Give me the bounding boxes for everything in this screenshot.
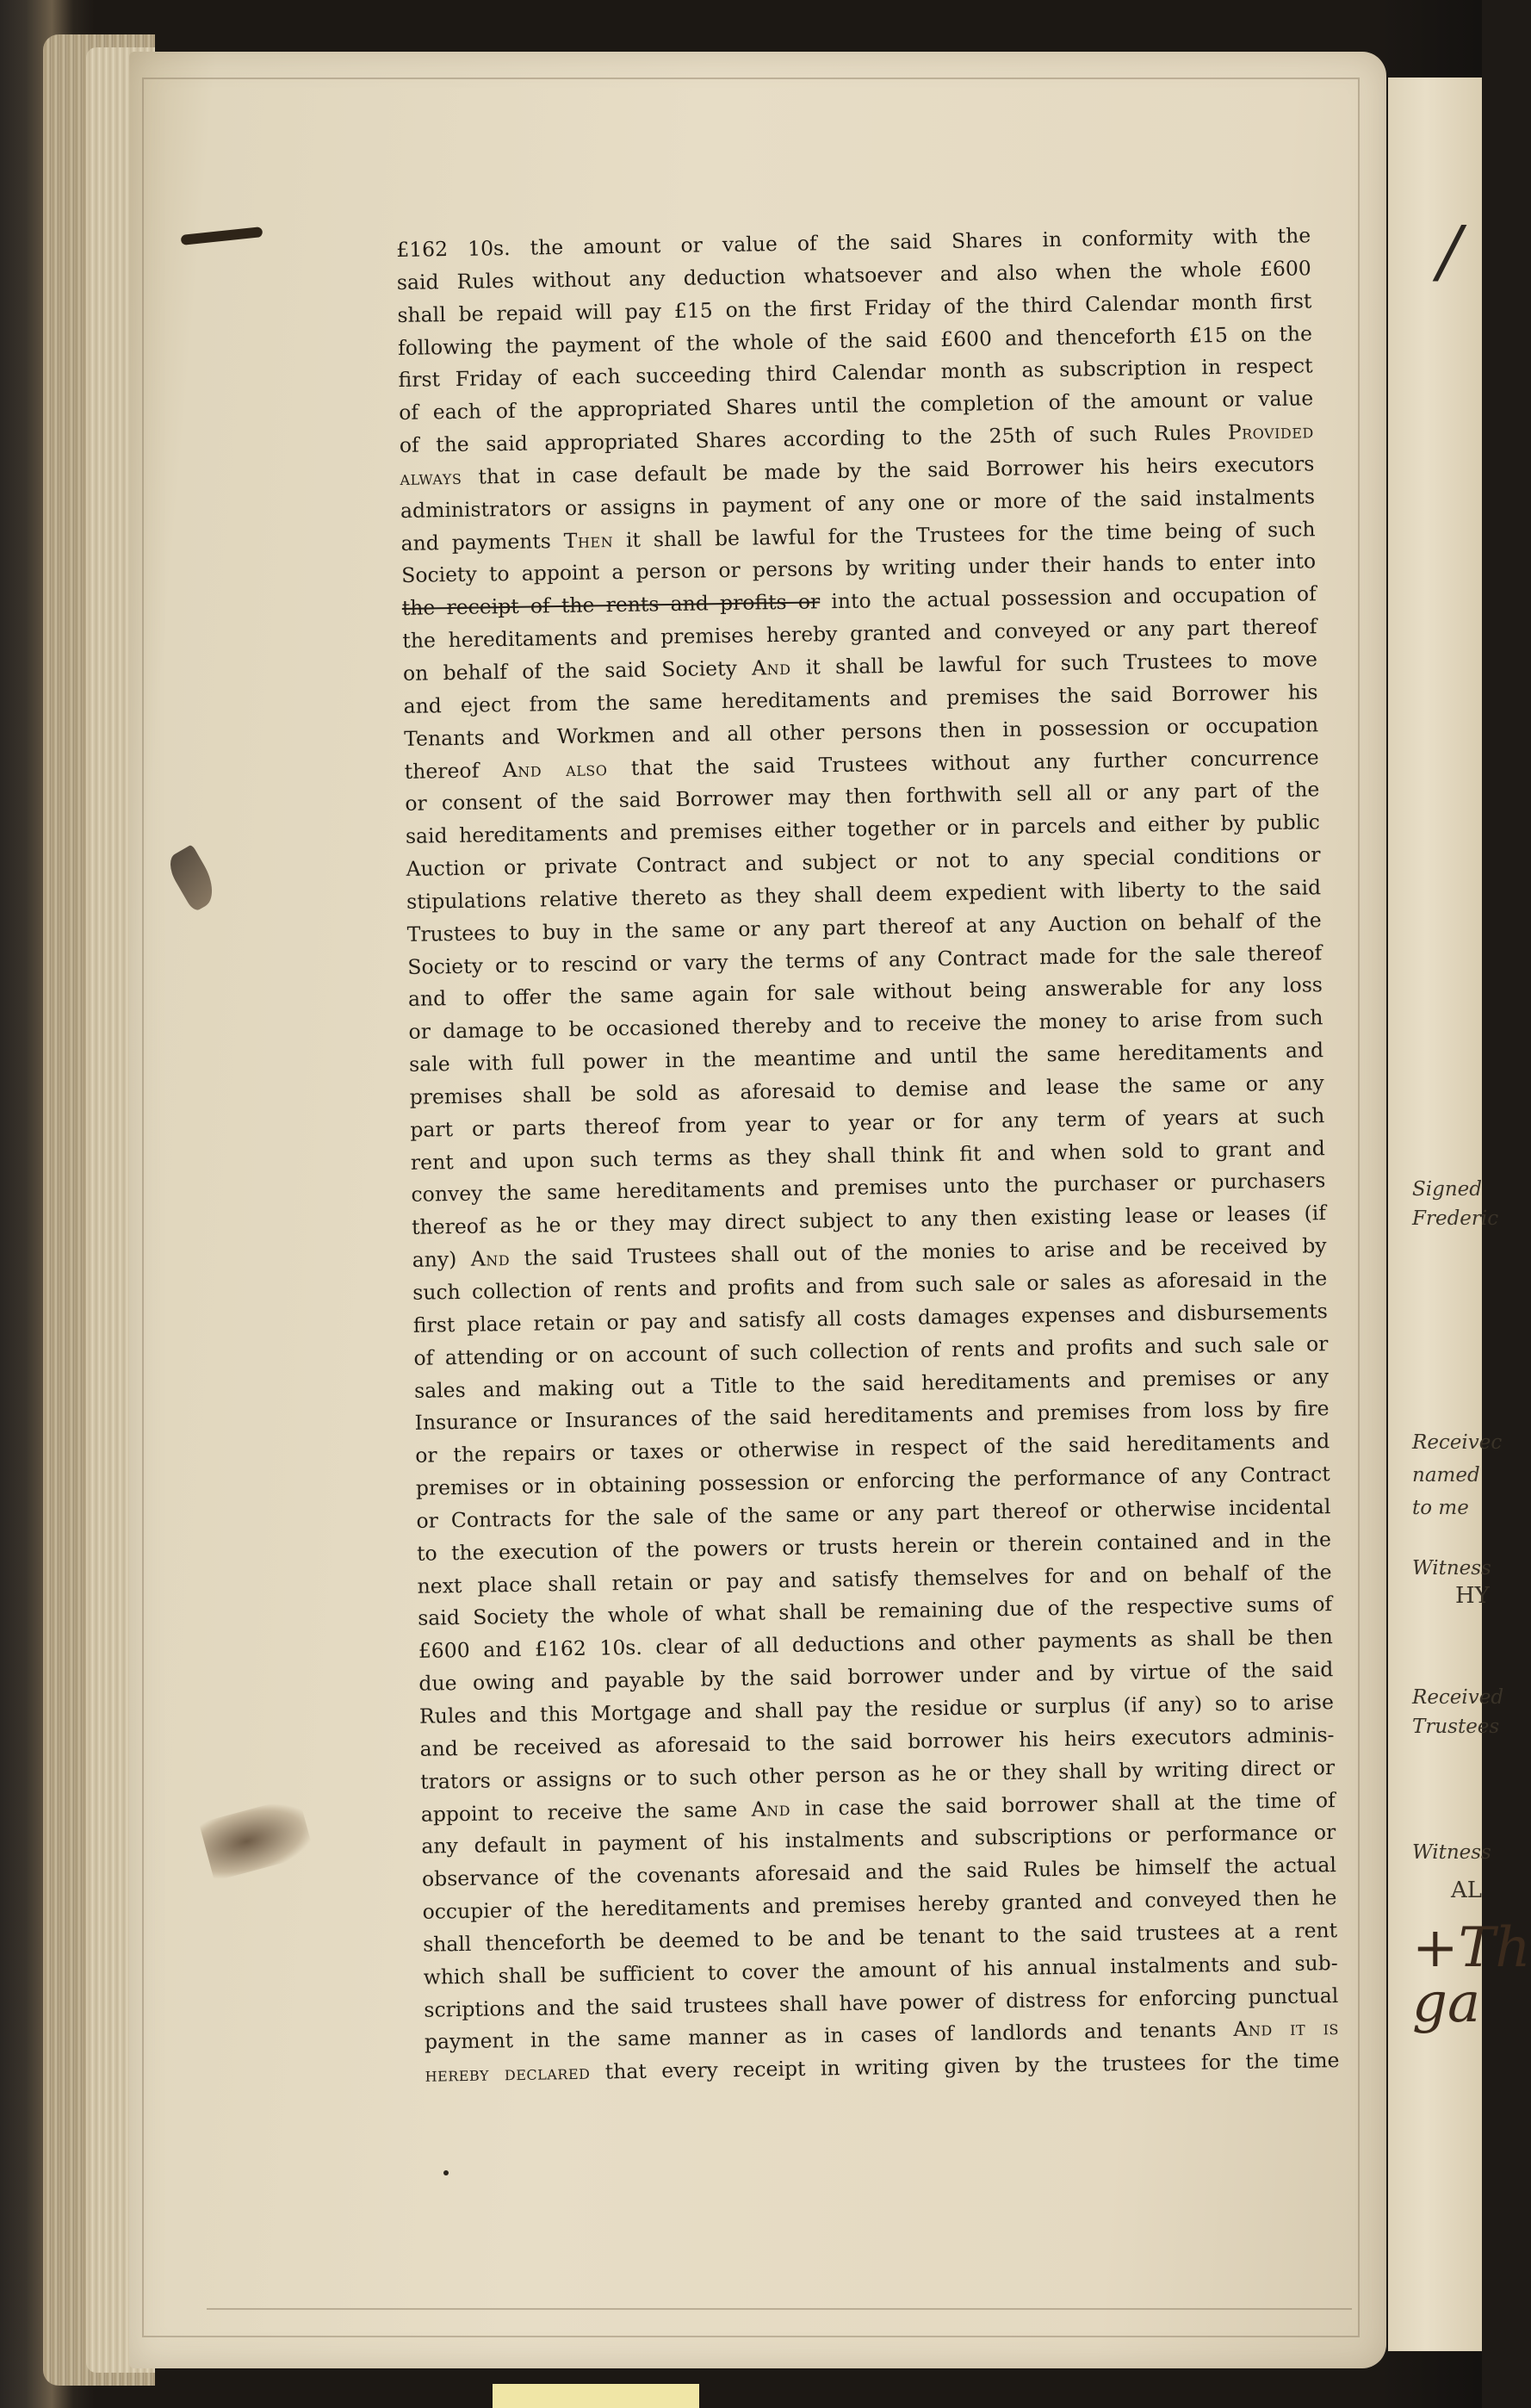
facing-frederic: Frederic (1412, 1207, 1499, 1230)
facing-page-mark: / (1438, 211, 1461, 291)
page-bottom-rule (207, 2308, 1352, 2320)
text-segment: £162 10s. the amount or value of the said Shares in conformity with the (396, 223, 1311, 262)
text-segment: first place retain or pay and satisfy all costs damages expenses and disbursements (412, 1299, 1328, 1337)
text-segment: Auction or private Contract and subject or not to any special conditions or (406, 842, 1321, 881)
text-segment: observance of the covenants aforesaid and the said Rules be himself the actual (421, 1853, 1337, 1891)
facing-al: AL (1451, 1877, 1483, 1903)
text-segment: the said Trustees shall out of the monies to arise and be received by (509, 1233, 1327, 1271)
text-segment: occupier of the hereditaments and premises hereby granted and conveyed then he (422, 1885, 1337, 1924)
facing-received-1: Receivec (1412, 1431, 1503, 1454)
text-segment: premises or in obtaining possession or enforcing the performance of any Contract (415, 1462, 1330, 1500)
text-segment: following the payment of the whole of the said £600 and thenceforth £15 on the (397, 320, 1313, 360)
small-caps-keyword: Provided (1227, 419, 1314, 444)
text-segment: due owing and payable by the said borrower under and by virtue of the said (418, 1657, 1334, 1696)
text-segment: that every receipt in writing given by the trustees for the time (590, 2048, 1340, 2084)
document-text (396, 220, 1340, 2092)
text-segment: the hereditaments and premises hereby granted and conveyed or any part thereof (402, 614, 1317, 654)
small-caps-keyword: And also (502, 755, 608, 782)
text-segment: any default in payment of his instalments and subscriptions or performance or (421, 1820, 1336, 1859)
text-segment: of each of the appropriated Shares until the completion of the amount or value (399, 386, 1314, 425)
text-segment: or consent of the said Borrower may then forthwith sell all or any part of the (405, 777, 1320, 816)
small-caps-keyword: And (470, 1246, 511, 1271)
text-segment: and eject from the same hereditaments and premises the said Borrower his (403, 680, 1318, 718)
text-segment: and payments (400, 528, 564, 555)
text-segment: payment in the same manner as in cases of landlords and tenants (424, 2017, 1234, 2055)
facing-to-me: to me (1412, 1497, 1469, 1519)
text-segment: or Contracts for the sale of the same or any part thereof or otherwise incidental (416, 1494, 1331, 1533)
text-segment: on behalf of the said Society (402, 655, 753, 686)
text-segment: Insurance or Insurances of the said hereditaments and premises from loss by fire (414, 1396, 1330, 1436)
small-caps-keyword: Then (563, 527, 614, 553)
text-segment: administrators or assigns in payment of any one or more of the said instalments (400, 484, 1316, 523)
text-segment: said Rules without any deduction whatsoever and also when the whole £600 (396, 256, 1311, 295)
text-segment: and to offer the same again for sale without being answerable for any loss (407, 972, 1323, 1012)
small-caps-keyword: And (751, 1796, 791, 1822)
text-segment: part or parts thereof from year to year or for any term of years at such (410, 1102, 1325, 1142)
text-segment: thereof (404, 757, 504, 784)
text-segment: scriptions and the said trustees shall have power of distress for enforcing punctual (424, 1983, 1339, 2022)
text-segment: convey the same hereditaments and premises unto the purchaser or purchasers (411, 1168, 1326, 1207)
text-segment: premises shall be sold as aforesaid to demise and lease the same or any (409, 1071, 1324, 1109)
text-segment: thereof as he or they may direct subject to any then existing lease or leases (if (411, 1201, 1327, 1240)
text-segment: Trustees to buy in the same or any part thereof at any Auction on behalf of the (406, 907, 1322, 946)
ink-dot (443, 2170, 449, 2175)
text-segment: next place shall retain or pay and satisfy themselves for and on behalf of the (417, 1559, 1332, 1598)
text-segment: to the execution of the powers or trusts herein or therein contained and in the (416, 1526, 1332, 1566)
facing-signed: Signed (1412, 1178, 1482, 1201)
facing-witness-1: Witness (1412, 1557, 1491, 1579)
text-segment: sale with full power in the meantime and until the same hereditaments and (408, 1038, 1324, 1077)
text-segment: appoint to receive the same (420, 1797, 752, 1827)
facing-received-2: Received (1412, 1686, 1504, 1709)
text-segment: and be received as aforesaid to the said borrower his heirs executors adminis- (419, 1722, 1335, 1761)
text-segment: it shall be lawful for such Trustees to move (790, 647, 1318, 680)
text-segment: of the said appropriated Shares according to the 25th of such Rules (399, 419, 1229, 458)
small-caps-keyword: And it is (1233, 2015, 1340, 2042)
text-segment: said Society the whole of what shall be remaining due of the respective sums of (418, 1592, 1333, 1631)
text-segment: Society to appoint a person or persons by writing under their hands to enter into (401, 549, 1317, 588)
text-segment: any) (412, 1246, 472, 1273)
yellow-tab (493, 2384, 699, 2408)
text-segment: rent and upon such terms as they shall think fit and when sold to grant and (410, 1135, 1326, 1175)
text-segment: that the said Trustees without any further concurrence (607, 744, 1319, 780)
facing-scrawl: +Th ga (1412, 1916, 1531, 2035)
text-segment: Tenants and Workmen and all other persons then in possession or occupation (403, 711, 1319, 751)
small-caps-keyword: And (751, 655, 791, 680)
text-segment: Rules and this Mortgage and shall pay the residue or surplus (if any) so to arise (418, 1690, 1335, 1728)
text-segment: into the actual possession and occupation of (819, 581, 1317, 614)
text-segment: first Friday of each succeeding third Calendar month as subscription in respect (398, 353, 1313, 393)
small-caps-keyword: hereby declared (425, 2059, 591, 2087)
text-segment: said hereditaments and premises either together or in parcels and either by public (405, 810, 1321, 849)
struck-text: the receipt of the rents and profits or (401, 589, 821, 621)
text-segment: shall be repaid will pay £15 on the first Friday of the third Calendar month first (397, 288, 1312, 327)
text-segment: shall thenceforth be deemed to be and be tenant to the said trustees at a rent (422, 1917, 1338, 1957)
text-segment: it shall be lawful for the Trustees for the time being of such (612, 516, 1316, 552)
text-segment: such collection of rents and profits and from such sale or sales as aforesaid in the (412, 1266, 1328, 1305)
text-segment: of attending or on account of such collection of rents and profits and such sale or (413, 1331, 1329, 1370)
text-segment: in case the said borrower shall at the time of (790, 1787, 1336, 1821)
small-caps-keyword: always (400, 464, 462, 490)
text-segment: stipulations relative thereto as they shall deem expedient with liberty to the said (406, 875, 1322, 914)
text-segment: or damage to be occasioned thereby and to receive the money to arise from such (408, 1005, 1323, 1045)
facing-trustees: Trustees (1412, 1716, 1500, 1738)
text-segment: Society or to rescind or vary the terms of any Contract made for the sale thereof (407, 940, 1323, 979)
text-segment: which shall be sufficient to cover the amount of his annual instalments and sub- (423, 1950, 1338, 1989)
text-segment: or the repairs or taxes or otherwise in respect of the said hereditaments and (415, 1429, 1330, 1468)
facing-witness-2: Witness (1412, 1841, 1491, 1864)
text-segment: trators or assigns or to such other person as he or they shall by writing direct or (420, 1754, 1336, 1794)
facing-named: named (1412, 1464, 1480, 1486)
text-segment: that in case default be made by the said Borrower his heirs executors (462, 451, 1315, 489)
text-segment: £600 and £162 10s. clear of all deductions and other payments as shall be then (418, 1624, 1333, 1664)
facing-hy: HY (1455, 1583, 1490, 1609)
text-segment: sales and making out a Title to the said hereditaments and premises or any (413, 1363, 1330, 1403)
